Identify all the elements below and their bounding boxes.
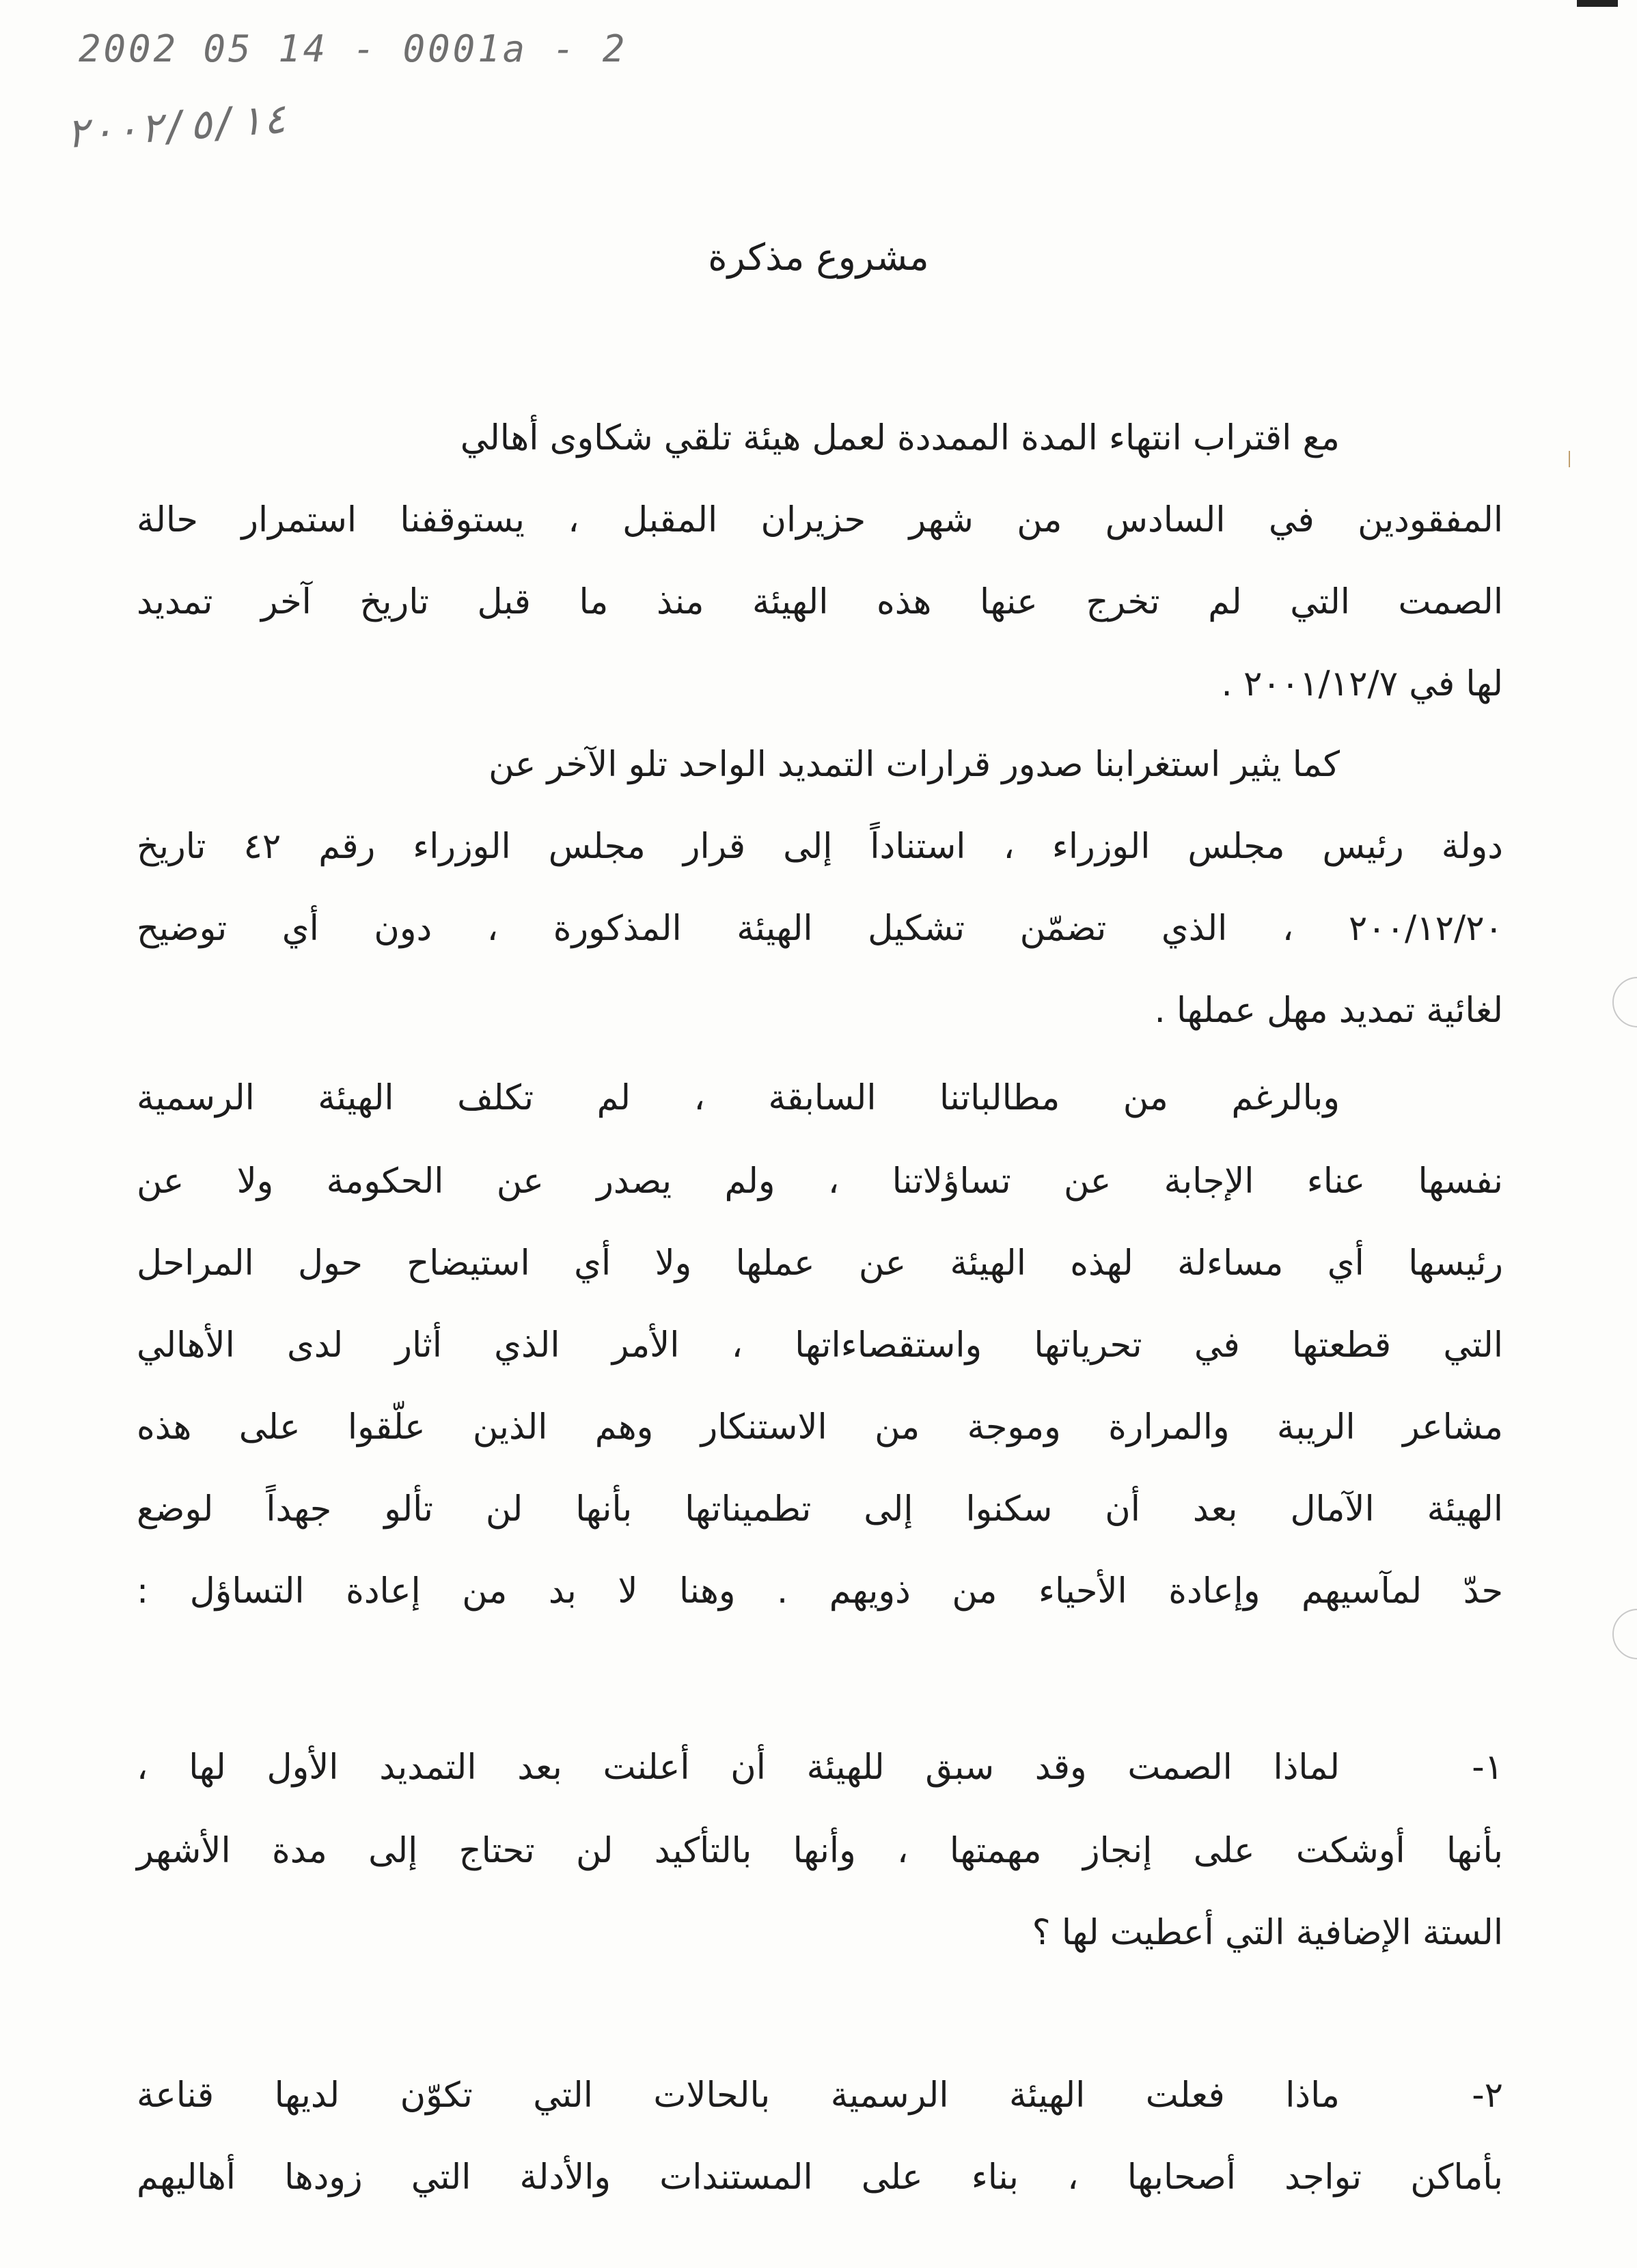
margin-mark: [1569, 451, 1570, 467]
punch-hole-1: [1612, 977, 1637, 1027]
paragraph3-line-7: حدّ لمآسيهم وإعادة الأحياء من ذويهم . وهنا لا بد من إعادة التساؤل :: [137, 1571, 1503, 1612]
paragraph3-line-6: الهيئة الآمال بعد أن سكنوا إلى تطميناتها بأنها لن تألو جهداً لوضع: [137, 1489, 1503, 1530]
paragraph3-line-5: مشاعر الريبة والمرارة وموجة من الاستنكار وهم الذين علّقوا على هذه: [137, 1407, 1503, 1448]
punch-hole-2: [1612, 1609, 1637, 1659]
item1-number: ١-: [1472, 1747, 1503, 1788]
paragraph3-line-3: رئيسها أي مساءلة لهذه الهيئة عن عملها ولا أي استيضاح حول المراحل: [137, 1243, 1503, 1284]
scan-edge-mark: [1577, 0, 1618, 7]
item1-line-3: الستة الإضافية التي أعطيت لها ؟: [1032, 1913, 1503, 1953]
paragraph1-line-1: مع اقتراب انتهاء المدة الممددة لعمل هيئة تلقي شكاوى أهالي: [460, 418, 1340, 458]
paragraph3-line-2: نفسها عناء الإجابة عن تساؤلاتنا ، ولم يصدر عن الحكومة ولا عن: [137, 1161, 1503, 1202]
paragraph1-line-3: الصمت التي لم تخرج عنها هذه الهيئة منذ ما قبل تاريخ آخر تمديد: [137, 582, 1503, 622]
item2-line-2: بأماكن تواجد أصحابها ، بناء على المستندات والأدلة التي زودها أهاليهم: [137, 2157, 1503, 2198]
paragraph2-line-1: كما يثير استغرابنا صدور قرارات التمديد الواحد تلو الآخر عن: [489, 745, 1340, 785]
item1-line-2: بأنها أوشكت على إنجاز مهمتها ، وأنها بالتأكيد لن تحتاج إلى مدة الأشهر: [137, 1831, 1503, 1871]
paragraph3-line-1: وبالرغم من مطالباتنا السابقة ، لم تكلف الهيئة الرسمية: [137, 1078, 1340, 1118]
paragraph1-line-4: لها في ٢٠٠١/١٢/٧ .: [1221, 664, 1503, 704]
paragraph2-line-2: دولة رئيس مجلس الوزراء ، استناداً إلى قرار مجلس الوزراء رقم ٤٢ تاريخ: [137, 827, 1503, 867]
paragraph3-line-4: التي قطعتها في تحرياتها واستقصاءاتها ، الأمر الذي أثار لدى الأهالي: [137, 1325, 1503, 1366]
paragraph2-line-4: لغائية تمديد مهل عملها .: [1154, 991, 1503, 1031]
item2-number: ٢-: [1472, 2075, 1503, 2116]
handwritten-date: ٢٠٠٢/٥/١٤: [63, 94, 289, 158]
document-title: مشروع مذكرة: [708, 236, 929, 279]
item1-line-1: لماذا الصمت وقد سبق للهيئة أن أعلنت بعد التمديد الأول لها ،: [137, 1747, 1340, 1788]
item2-line-1: ماذا فعلت الهيئة الرسمية بالحالات التي تكوّن لديها قناعة: [137, 2075, 1340, 2116]
paragraph2-line-3: ٢٠٠/١٢/٢٠ ، الذي تضمّن تشكيل الهيئة المذكورة ، دون أي توضيح: [137, 909, 1503, 949]
handwritten-reference: 2002 05 14 - 0001a - 2: [79, 27, 628, 70]
paragraph1-line-2: المفقودين في السادس من شهر حزيران المقبل ، يستوقفنا استمرار حالة: [137, 500, 1503, 540]
